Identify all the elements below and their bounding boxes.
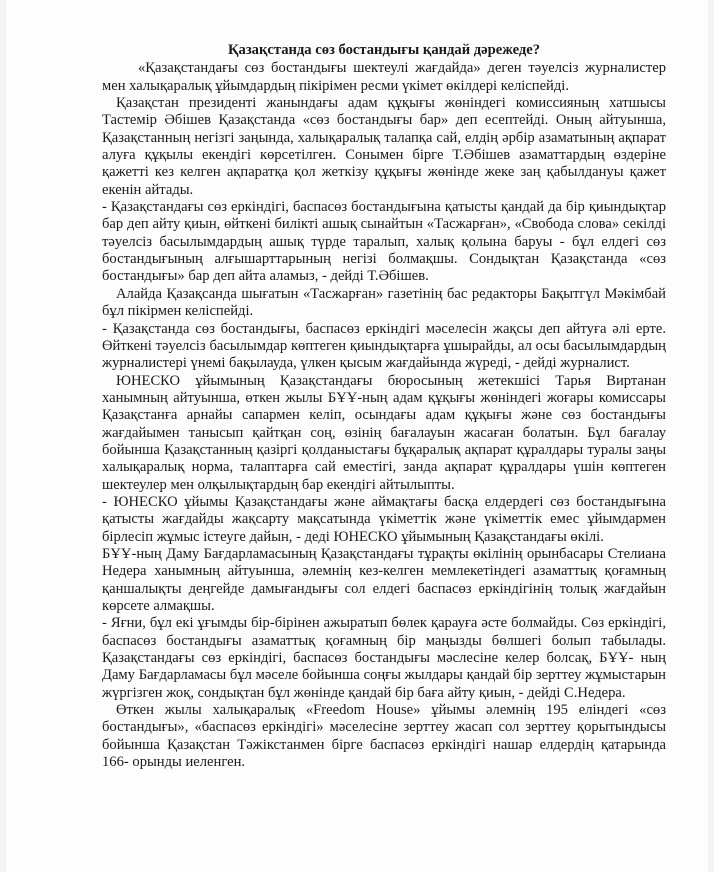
- paragraph: Қазақстан президенті жанындағы адам құқығы жөніндегі комиссияның хатшысы Тастемір Әбішев Қазақстанда «сөз бостандығы бар» деп есептейді. Оның айтуынша, Қазақстанның негізгі заңында, халықаралық талапқа сай, елдің әрбір азаматының ақпарат алуға құқылы екендігі көрсетілген. Сонымен бірге Т.Әбішев азаматтардың өздеріне қажетті кез келген ақпаратқа қол жеткізу құқығы жөнінде жеке заң қабылдануы қажет екенін айтады.: [102, 95, 666, 198]
- quote-paragraph: - Қазақстандағы сөз еркіндігі, баспасөз бостандығына қатысты қандай да бір қиындықтар бар деп айту қиын, өйткені билікті ашық сынайтын «Тасжарған», «Свобода слова» секілді тәуелсіз басылымдардың ашық түрде таралып, халық қолына баруы - бұл елдегі сөз бостандығының алғышарттарының негізі болмақшы. Сондықтан Қазақстанда «сөз бостандығы» бар деп айта аламыз, - дейді Т.Әбішев.: [102, 199, 666, 285]
- article-title: Қазақстанда сөз бостандығы қандай дәрежеде?: [227, 42, 541, 58]
- quote-paragraph: - ЮНЕСКО ұйымы Қазақстандағы және аймақтағы басқа елдердегі сөз бостандығына қатысты жағдайды жақсарту мақсатында үкіметтік және үкіметтік емес ұйымдармен бірлесіп жұмыс істеуге дайын, - деді ЮНЕСКО ұйымының Қазақстандағы өкілі.: [102, 493, 666, 545]
- paragraph: «Қазақстандағы сөз бостандығы шектеулі жағдайда» деген тәуелсіз журналистер мен халықаралық ұйымдардың пікірімен ресми үкімет өкілдері келіспейді.: [102, 60, 666, 94]
- paragraph: Өткен жылы халықаралық «Freedom House» ұйымы әлемнің 195 еліндегі «сөз бостандығы», «баспасөз еркіндігі» мәселесіне зерттеу жасап сол зерттеу қорытындысы бойынша Қазақстан Тәжікстанмен бірге баспасөз еркіндігі нашар елдердің қатарында 166- орынды иеленген.: [102, 702, 666, 771]
- document-page: [6, 0, 708, 872]
- quote-paragraph: - Яғни, бұл екі ұғымды бір-бірінен ажыратып бөлек қарауға әсте болмайды. Сөз еркіндігі, баспасөз бостандығы азаматтық қоғамның бір маңызды бөлшегі болып табылады. Қазақстандағы сөз еркіндігі, баспасөз бостандығы мәслесіне келер болсақ, БҰҰ- ның Даму Бағдарламасы бұл мәселе бойынша соңғы жылдары қандай бір зерттеу жұмыстарын жүргізген жоқ, сондықтан бұл жөнінде қандай бір баға айту қиын, - дейді С.Недера.: [102, 615, 666, 701]
- paragraph: БҰҰ-ның Даму Бағдарламасының Қазақстандағы тұрақты өкілінің орынбасары Стелиана Недера ханымның айтуынша, әлемнің кез-келген мемлекетіндегі азаматтық қоғамның қаншалықты деңгейде дамығандығы сол елдегі баспасөз еркіндігінің толық жағдайын көрсете алмақшы.: [102, 545, 666, 614]
- article: [102, 42, 666, 771]
- paragraph: Алайда Қазақсанда шығатын «Тасжарған» газетінің бас редакторы Бақытгүл Мәкімбай бұл пікірмен келіспейді.: [102, 285, 666, 320]
- paragraph: ЮНЕСКО ұйымының Қазақстандағы бюросының жетекшісі Тарья Виртанан ханымның айтуынша, өткен жылы БҰҰ-ның адам құқығы жөніндегі жоғары комиссары Қазақстанға арнайы сапармен келіп, осындағы адам құқығы және сөз бостандығы жағдайымен танысып қайтқан соң, өзінің бағалауын жасаған болатын. Бұл бағалау бойынша Қазақстанның қазіргі қолданыстағы бұқаралық ақпарат құралдары туралы заңы халықаралық норма, талаптарға сай еместігі, занда ақпарат құралдары үшін көптеген шектеулер мен олқылықтардың бар екендігі айтылыпты.: [102, 372, 666, 493]
- quote-paragraph: - Қазақстанда сөз бостандығы, баспасөз еркіндігі мәселесін жақсы деп айтуға әлі ерте. Өйткені тәуелсіз басылымдар көптеген қиындықтарға ұшырайды, ал осы басылымдардың журналистері үнемі бақылауда, үлкен қысым жағдайында жүреді, - дейді журналист.: [102, 320, 666, 372]
